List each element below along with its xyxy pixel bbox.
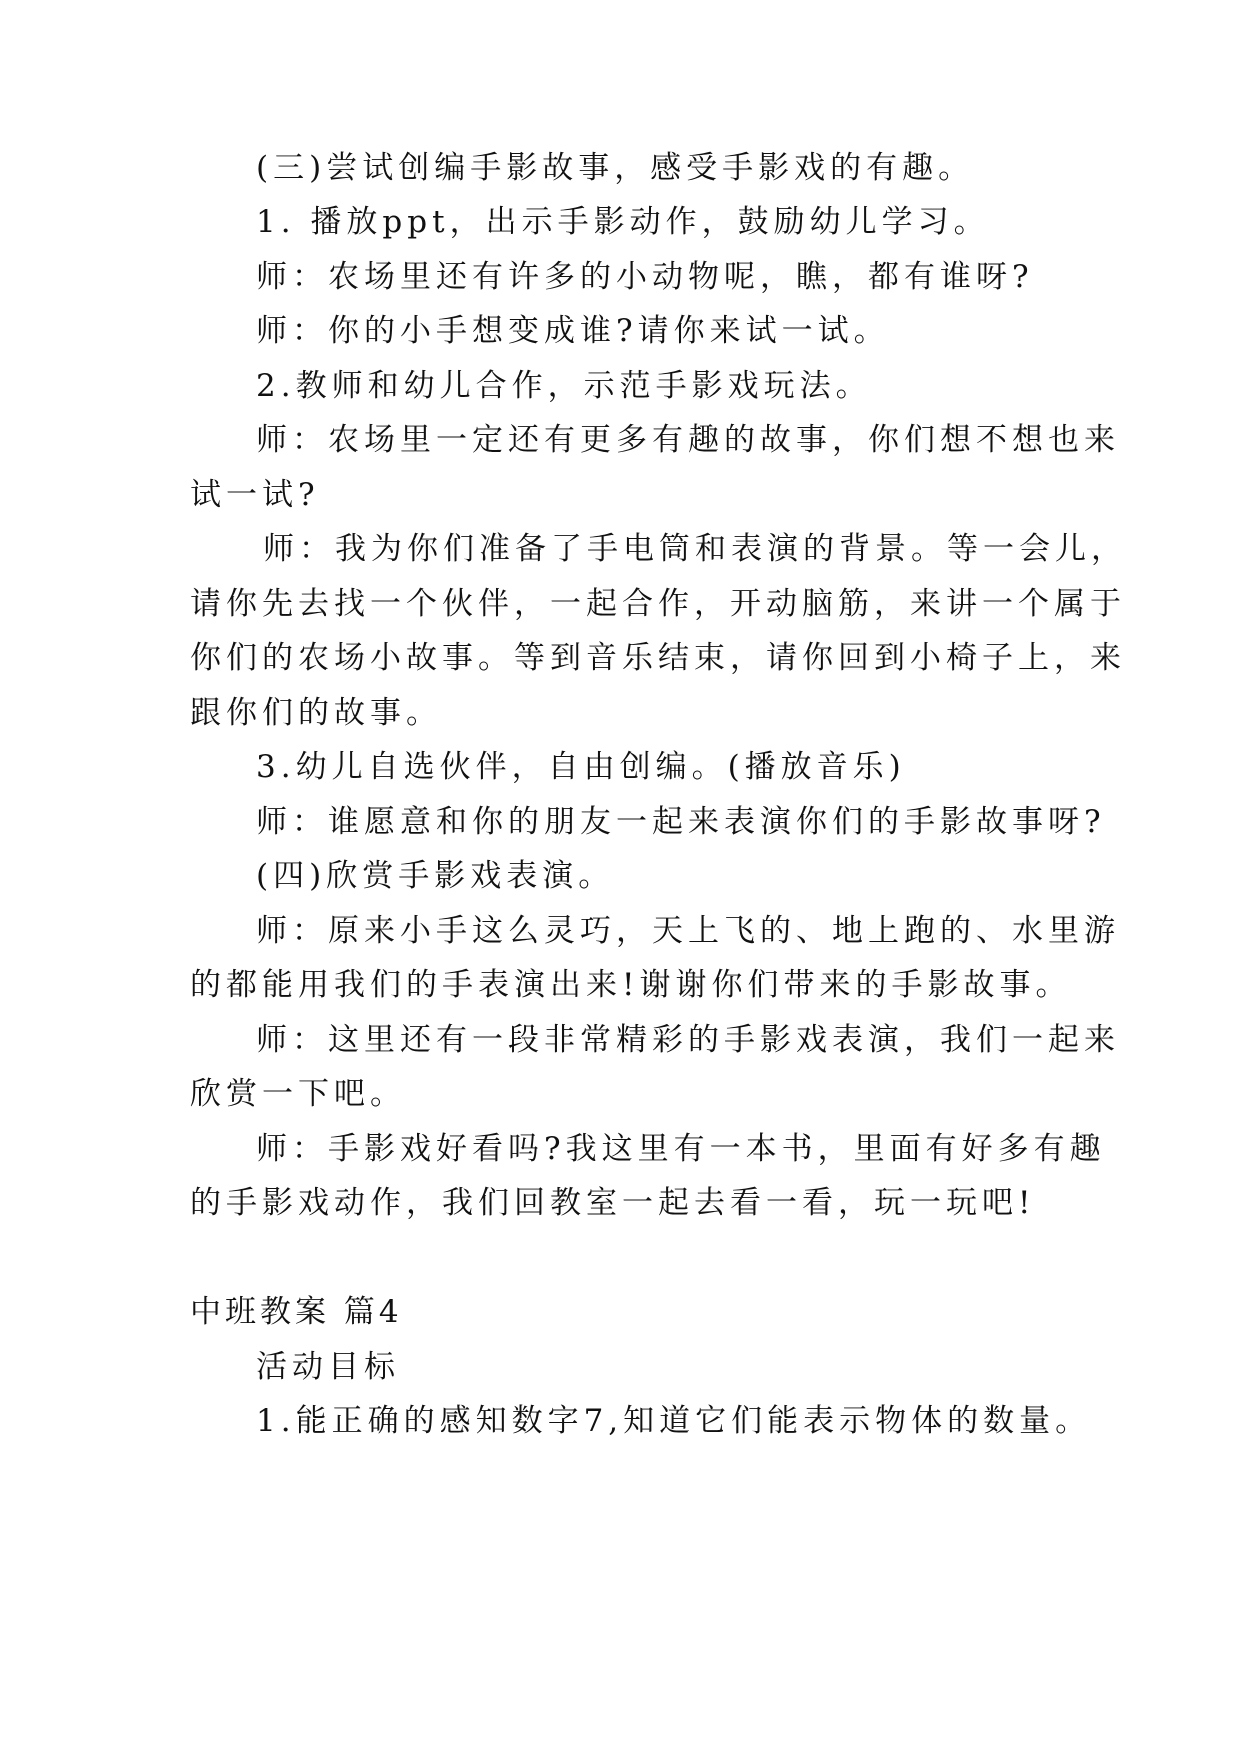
paragraph-line: 2.教师和幼儿合作，示范手影戏玩法。 xyxy=(256,368,872,404)
paragraph-line: 师：手影戏好看吗?我这里有一本书，里面有好多有趣 xyxy=(256,1131,1106,1167)
paragraph-line: 师：原来小手这么灵巧，天上飞的、地上跑的、水里游 xyxy=(256,913,1120,949)
paragraph-line: 跟你们的故事。 xyxy=(190,695,442,731)
subsection-title: 活动目标 xyxy=(256,1349,400,1385)
paragraph-line: 师：这里还有一段非常精彩的手影戏表演，我们一起来 xyxy=(256,1022,1120,1058)
paragraph-line: 请你先去找一个伙伴，一起合作，开动脑筋，来讲一个属于 xyxy=(190,586,1126,622)
paragraph-line: 师：我为你们准备了手电筒和表演的背景。等一会儿， xyxy=(263,531,1127,567)
paragraph-line: 师：农场里还有许多的小动物呢，瞧，都有谁呀? xyxy=(256,259,1034,295)
paragraph-line: 1. 播放ppt，出示手影动作，鼓励幼儿学习。 xyxy=(256,204,990,240)
paragraph-line: 师：农场里一定还有更多有趣的故事，你们想不想也来 xyxy=(256,422,1120,458)
section-heading: 中班教案 篇4 xyxy=(190,1294,403,1330)
paragraph-line: 3.幼儿自选伙伴，自由创编。(播放音乐) xyxy=(256,749,906,785)
paragraph-line: 的都能用我们的手表演出来!谢谢你们带来的手影故事。 xyxy=(190,967,1072,1003)
paragraph-line: (四)欣赏手影戏表演。 xyxy=(256,858,615,894)
paragraph-line: 1.能正确的感知数字7,知道它们能表示物体的数量。 xyxy=(256,1403,1092,1439)
paragraph-line: 的手影戏动作，我们回教室一起去看一看，玩一玩吧! xyxy=(190,1185,1036,1221)
paragraph-line: (三)尝试创编手影故事，感受手影戏的有趣。 xyxy=(256,150,975,186)
paragraph-line: 欣赏一下吧。 xyxy=(190,1076,406,1112)
paragraph-line: 试一试? xyxy=(190,477,320,513)
paragraph-line: 师：你的小手想变成谁?请你来试一试。 xyxy=(256,313,890,349)
paragraph-line: 师：谁愿意和你的朋友一起来表演你们的手影故事呀? xyxy=(256,804,1106,840)
paragraph-line: 你们的农场小故事。等到音乐结束，请你回到小椅子上，来 xyxy=(190,640,1126,676)
